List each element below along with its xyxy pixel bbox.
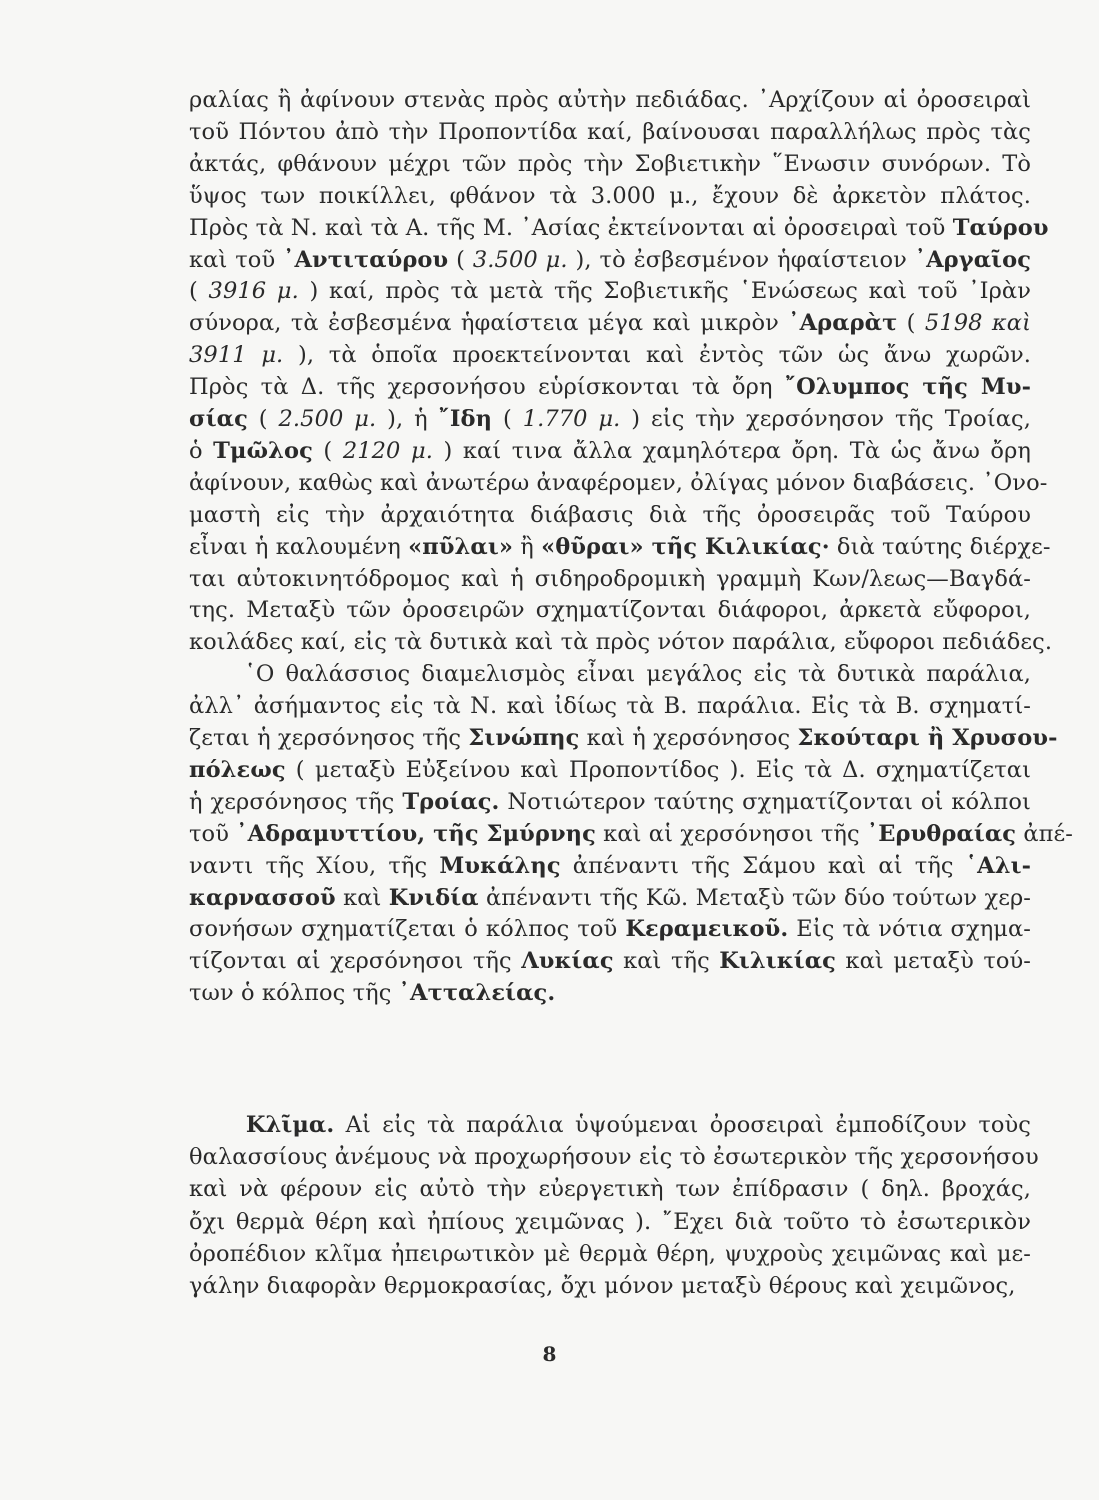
text-run: Μυκάλης (439, 852, 561, 879)
text-line (189, 307, 1031, 339)
text-run: ὕψος των ποικίλλει, φθάνον τὰ 3.000 μ., ἔχουν δὲ ἀρκετὸν πλάτος. (189, 182, 1031, 209)
text-run: «πῦλαι» (408, 533, 513, 560)
text-run: ὄχι θερμὰ θέρη καὶ ἠπίους χειμῶνας ). ῎Εχει διὰ τοῦτο τὸ ἐσωτερικὸν (189, 1208, 1031, 1235)
text-line (189, 563, 1031, 595)
text-run: ἀφίνουν, καθὼς καὶ ἀνωτέρω ἀναφέρομεν, ὀλίγας μόνον διαβάσεις. ᾿Ονο- (189, 469, 1048, 496)
text-line (189, 786, 1031, 818)
text-line (189, 1173, 1031, 1205)
text-line (189, 180, 1031, 212)
text-run: ὀροπέδιον κλῖμα ἠπειρωτικὸν μὲ θερμὰ θέρη, ψυχροὺς χειμῶνας καὶ με- (189, 1240, 1031, 1267)
text-run: ) καί τινα ἄλλα χαμηλότερα ὄρη. Τὰ ὡς ἄνω ὄρη (443, 437, 1031, 464)
text-run: ἡ χερσόνησος τῆς (189, 788, 403, 815)
text-run: ται αὐτοκινητόδρομος καὶ ἡ σιδηροδρομικὴ γραμμὴ Κων/λεως—Βαγδά- (189, 565, 1031, 592)
text-run: ᾿Ατταλείας. (398, 980, 556, 1007)
text-run: τοῦ Πόντου ἀπὸ τὴν Προποντίδα καί, βαίνουσαι παραλλήλως πρὸς τὰς (189, 118, 1031, 145)
text-run: ῾Ο θαλάσσιος διαμελισμὸς εἶναι μεγάλος εἰς τὰ δυτικὰ παράλια, (189, 661, 1031, 688)
text-run: καὶ ἡ χερσόνησος (579, 725, 798, 751)
text-run: 3.500 μ. (472, 246, 576, 273)
text-run: των ὁ κόλπος τῆς (189, 980, 399, 1007)
text-line (189, 275, 1031, 307)
text-run: ραλίας ἢ ἀφίνουν στενὰς πρὸς αὐτὴν πεδιάδας. ᾿Αρχίζουν αἱ ὀροσειραὶ (189, 87, 1031, 113)
text-line (189, 531, 1051, 563)
text-run: ναντι τῆς Χίου, τῆς (189, 852, 440, 879)
text-run: ), ἡ (387, 406, 439, 432)
text-run: ἀλλ᾿ ἀσήμαντος εἰς τὰ Ν. καὶ ἰδίως τὰ Β. παράλια. Εἰς τὰ Β. σχηματί- (189, 693, 1031, 720)
text-run: Σκούταρι ἢ Χρυσου- (797, 725, 1058, 751)
text-run: ), τὸ ἐσβεσμένον ἡφαίστειον (575, 246, 915, 273)
text-run: 2120 μ. (342, 437, 444, 464)
text-run: 5198 καὶ (924, 310, 1031, 337)
text-run: τοῦ (189, 820, 237, 847)
text-line (189, 882, 1031, 914)
text-run: ῾Αλι- (965, 852, 1032, 879)
text-run: Κιλικίας (719, 948, 836, 975)
text-run: ἀπέναντι τῆς Σάμου καὶ αἱ τῆς (560, 852, 966, 879)
text-line (189, 371, 1031, 403)
text-run: 3916 μ. (208, 278, 310, 305)
text-run: ῎Ολυμπος τῆς Μυ- (784, 374, 1032, 401)
text-run: 1.770 μ. (522, 406, 632, 432)
text-line (189, 212, 1049, 244)
text-line (189, 148, 1031, 180)
text-line (189, 244, 1031, 276)
text-run: ᾿Αργαῖος (914, 246, 1031, 273)
text-run: ζεται ἡ χερσόνησος τῆς (189, 725, 469, 751)
text-run: «θῦραι» τῆς Κιλικίας· (541, 533, 830, 560)
text-run: καὶ τῆς (613, 948, 720, 975)
text-run: ᾿Αδραμυττίου, τῆς Σμύρνης (236, 820, 596, 847)
text-line (189, 818, 1073, 850)
text-run: ᾿Ερυθραίας (866, 820, 1017, 847)
text-run: Λυκίας (521, 948, 614, 975)
text-run: ἀπέναντι τῆς Κῶ. Μεταξὺ τῶν δύο τούτων χερ- (478, 884, 1031, 911)
text-run: Πρὸς τὰ Δ. τῆς χερσονήσου εὑρίσκονται τὰ ὄρη (189, 374, 785, 401)
text-run: Αἱ εἰς τὰ παράλια ὑψούμεναι ὀροσειραὶ ἐμποδίζουν τοὺς (334, 1112, 1031, 1138)
text-run: Κνιδία (388, 884, 479, 911)
text-line (189, 850, 1031, 882)
text-run: σονήσων σχηματίζεται ὁ κόλπος τοῦ (189, 916, 626, 943)
text-run: εἶναι ἡ καλουμένη (189, 533, 409, 560)
text-run: καὶ μεταξὺ τού- (835, 948, 1031, 975)
text-run: ( (312, 437, 343, 464)
text-run: Ταύρου (952, 214, 1049, 241)
text-run: της. Μεταξὺ τῶν ὀροσειρῶν σχηματίζονται διάφοροι, ἀρκετὰ εὔφοροι, (189, 597, 1031, 624)
text-run: ), τὰ ὁποῖα προεκτείνονται καὶ ἐντὸς τῶν ὡς ἄνω χωρῶν. (297, 342, 1032, 369)
text-line (189, 84, 1031, 116)
text-line (189, 977, 1031, 1009)
text-run: Τροίας. (402, 788, 500, 815)
text-run: Εἰς τὰ νότια σχημα- (788, 916, 1031, 943)
text-run: σύνορα, τὰ ἐσβεσμένα ἡφαίστεια μέγα καὶ μικρὸν (189, 310, 789, 337)
page-number: 8 (542, 1342, 557, 1366)
text-run: 3911 μ. (189, 342, 298, 369)
text-line (189, 945, 1031, 977)
text-line (189, 403, 1031, 435)
text-line (189, 754, 1031, 786)
text-run (189, 1112, 246, 1138)
text-line (189, 1206, 1031, 1238)
text-run: ) καί, πρὸς τὰ μετὰ τῆς Σοβιετικῆς ῾Ενώσεως καὶ τοῦ ᾿Ιρὰν (309, 278, 1032, 305)
text-run: κοιλάδες καί, εἰς τὰ δυτικὰ καὶ τὰ πρὸς νότον παράλια, εὔφοροι πεδιάδες. (189, 629, 1053, 656)
text-line (189, 913, 1031, 945)
text-run: ( (448, 246, 473, 273)
text-run: καὶ (335, 884, 389, 911)
text-run: ῎Ιδη (438, 406, 493, 432)
text-line (189, 1109, 1031, 1141)
text-line (189, 116, 1031, 148)
text-run: σίας (189, 406, 248, 432)
text-run: καὶ αἱ χερσόνησοι τῆς (595, 820, 867, 847)
text-run: ( (189, 278, 209, 305)
text-run: καὶ τοῦ (189, 246, 284, 273)
text-run: ( μεταξὺ Εὐξείνου καὶ Προποντίδος ). Εἰς τὰ Δ. σχηματίζεται (285, 756, 1031, 783)
text-line (189, 626, 1053, 658)
text-run: Πρὸς τὰ Ν. καὶ τὰ Α. τῆς Μ. ᾿Ασίας ἐκτείνονται αἱ ὀροσειραὶ τοῦ (189, 214, 953, 241)
text-run: ( (492, 406, 523, 432)
text-run: Τμῶλος (213, 437, 313, 464)
text-run: Κεραμεικοῦ. (625, 916, 789, 943)
text-line (189, 722, 1058, 754)
text-run: καὶ νὰ φέρουν εἰς αὐτὸ τὴν εὐεργετικὴ των ἐπίδρασιν ( δηλ. βροχάς, (189, 1176, 1031, 1203)
text-run: θαλασσίους ἀνέμους νὰ προχωρήσουν εἰς τὸ ἐσωτερικὸν τῆς χερσονήσου (189, 1144, 1039, 1171)
text-line (189, 339, 1031, 371)
text-run: 2.500 μ. (278, 406, 388, 432)
text-run: πόλεως (189, 756, 286, 783)
text-run: Νοτιώτερον ταύτης σχηματίζονται οἱ κόλποι (499, 788, 1031, 815)
text-run: καρνασσοῦ (189, 884, 336, 911)
text-line (189, 658, 1031, 690)
text-line (189, 1270, 1031, 1302)
text-run: ᾿Αραρὰτ (788, 310, 898, 337)
text-line (189, 1141, 1039, 1173)
text-run: ἀπέ- (1016, 820, 1073, 847)
text-line (189, 435, 1031, 467)
text-run: τίζονται αἱ χερσόνησοι τῆς (189, 948, 522, 975)
text-line (189, 1238, 1031, 1270)
text-run: ( (247, 406, 279, 432)
text-run: Κλῖμα. (245, 1112, 335, 1138)
text-run: διὰ ταύτης διέρχε- (829, 533, 1051, 560)
text-line (189, 690, 1031, 722)
text-run: μαστὴ εἰς τὴν ἀρχαιότητα διάβασις διὰ τῆς ὀροσειρᾶς τοῦ Ταύρου (189, 501, 1031, 528)
text-run: ) εἰς τὴν χερσόνησον τῆς Τροίας, (631, 406, 1031, 432)
text-run: ὁ (189, 437, 214, 464)
text-run: ᾿Αντιταύρου (283, 246, 449, 273)
text-run: ἢ (512, 533, 542, 560)
text-line (189, 499, 1031, 531)
text-run: ( (897, 310, 925, 337)
text-line (189, 467, 1048, 499)
text-run: γάλην διαφορὰν θερμοκρασίας, ὄχι μόνον μεταξὺ θέρους καὶ χειμῶνος, (189, 1273, 1016, 1299)
text-line (189, 594, 1031, 626)
text-run: ἀκτάς, φθάνουν μέχρι τῶν πρὸς τὴν Σοβιετικὴν ῞Ενωσιν συνόρων. Τὸ (189, 150, 1031, 177)
text-run: Σινώπης (468, 725, 580, 751)
